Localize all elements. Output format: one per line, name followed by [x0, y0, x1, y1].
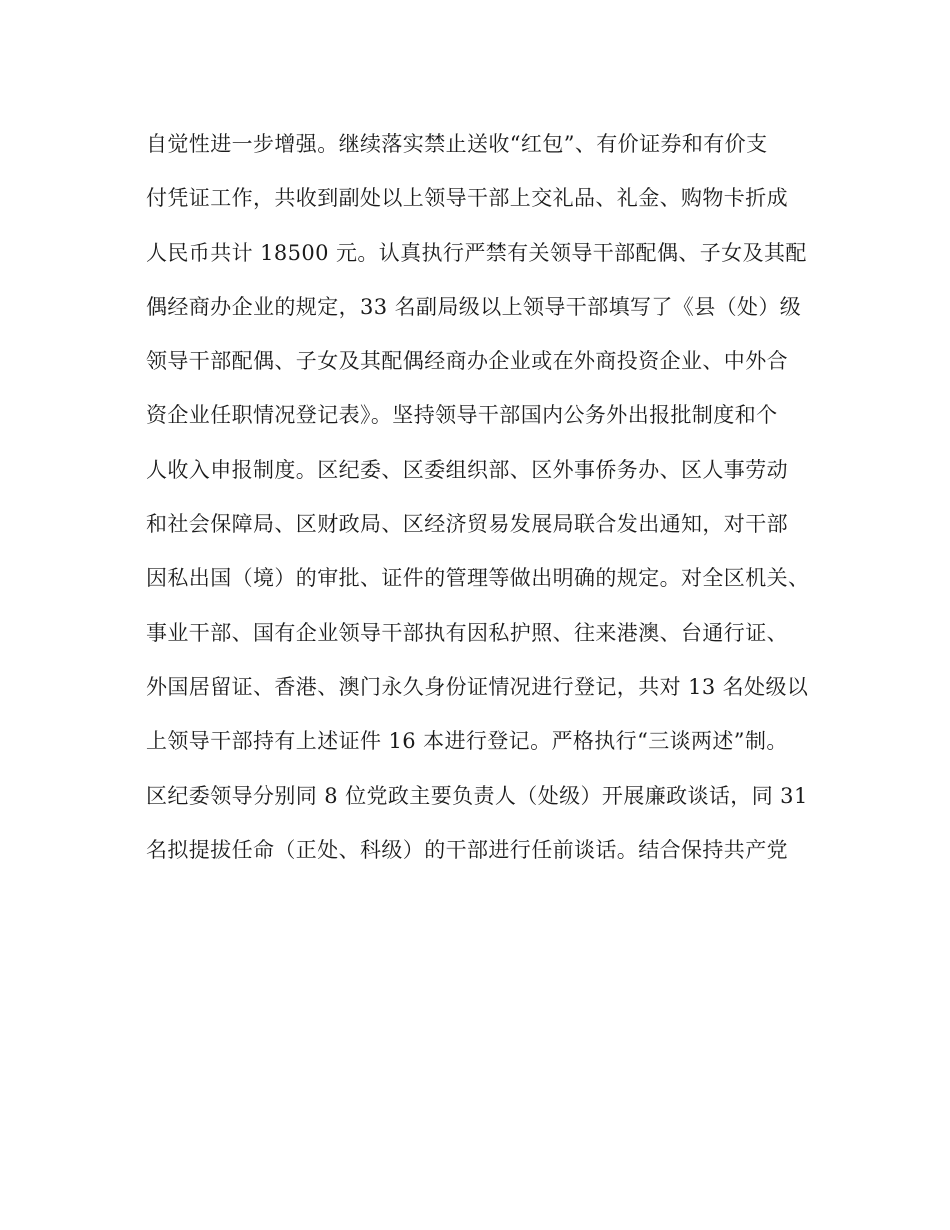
text-line: 付凭证工作，共收到副处以上领导干部上交礼品、礼金、购物卡折成	[146, 186, 788, 211]
text-line: 和社会保障局、区财政局、区经济贸易发展局联合发出通知，对干部	[146, 512, 788, 537]
text-line: 区纪委领导分别同 8 位党政主要负责人（处级）开展廉政谈话，同 31	[146, 783, 808, 808]
text-line: 人民币共计 18500 元。认真执行严禁有关领导干部配偶、子女及其配	[146, 240, 807, 265]
text-line: 外国居留证、香港、澳门永久身份证情况进行登记，共对 13 名处级以	[146, 674, 809, 699]
text-line: 资企业任职情况登记表》。坚持领导干部国内公务外出报批制度和个	[146, 403, 778, 428]
text-line: 偶经商办企业的规定，33 名副局级以上领导干部填写了《县（处）级	[146, 294, 802, 319]
text-line: 名拟提拔任命（正处、科级）的干部进行任前谈话。结合保持共产党	[146, 837, 788, 862]
text-line: 领导干部配偶、子女及其配偶经商办企业或在外商投资企业、中外合	[146, 349, 788, 374]
text-line: 自觉性进一步增强。继续落实禁止送收“红包”、有价证券和有价支	[146, 132, 768, 156]
text-line: 人收入申报制度。区纪委、区委组织部、区外事侨务办、区人事劳动	[146, 457, 788, 482]
body-text	[146, 117, 810, 877]
text-line: 事业干部、国有企业领导干部执有因私护照、往来港澳、台通行证、	[146, 620, 788, 645]
text-line: 上领导干部持有上述证件 16 本进行登记。严格执行“三谈两述”制。	[146, 729, 788, 754]
text-line: 因私出国（境）的审批、证件的管理等做出明确的规定。对全区机关、	[146, 566, 810, 591]
